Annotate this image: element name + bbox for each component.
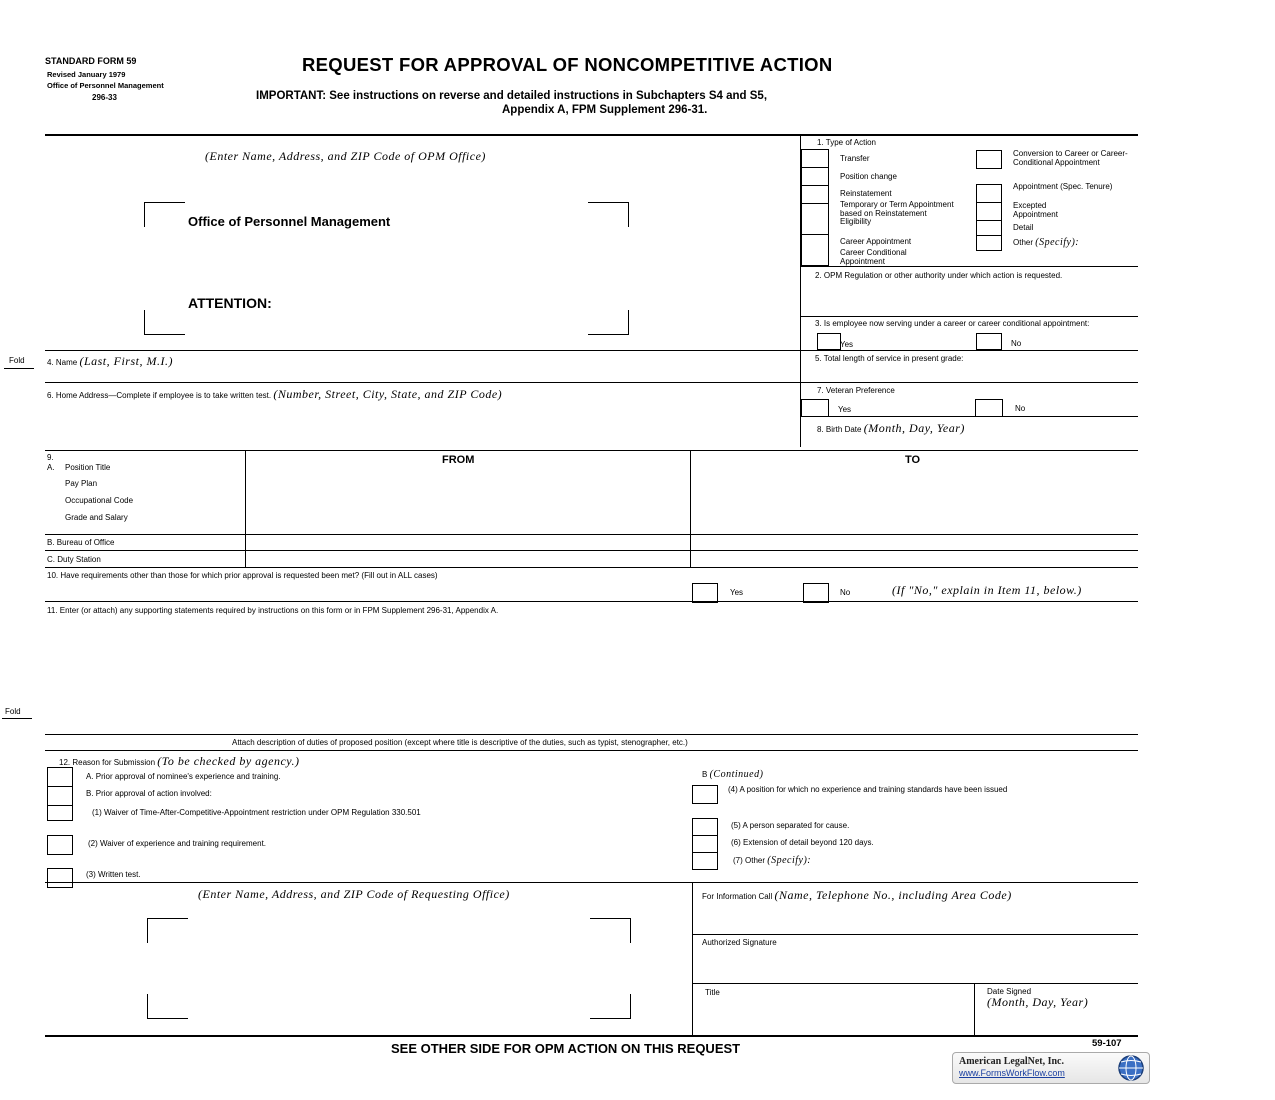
- option-reinstatement-label: Reinstatement: [840, 189, 892, 198]
- reason-continued-label: B (Continued): [702, 769, 764, 780]
- item3-no-checkbox[interactable]: [976, 333, 1002, 350]
- to-position-input[interactable]: [695, 470, 1135, 530]
- checkbox-conversion[interactable]: [976, 150, 1002, 169]
- checkbox-reinstatement[interactable]: [801, 185, 829, 204]
- form-title: REQUEST FOR APPROVAL OF NONCOMPETITIVE ACTION: [302, 54, 833, 75]
- checkbox-detail[interactable]: [976, 220, 1002, 236]
- reason-b6-label: (6) Extension of detail beyond 120 days.: [731, 838, 874, 847]
- reason-b-label: B. Prior approval of action involved:: [86, 789, 212, 798]
- item10-label: 10. Have requirements other than those for which prior approval is requested been met? (Fill out in ALL cases): [47, 571, 438, 580]
- item6-label: 6. Home Address—Complete if employee is to take written test. (Number, Street, City, State, and ZIP Code): [47, 387, 503, 401]
- top-rule: [45, 134, 1138, 136]
- option-career-conditional-label: Career Conditional Appointment: [840, 248, 907, 266]
- date-signed-hint: (Month, Day, Year): [987, 995, 1089, 1009]
- logo-company-name: American LegalNet, Inc.: [959, 1056, 1064, 1067]
- authorized-signature-label: Authorized Signature: [702, 938, 777, 947]
- reason-b7-checkbox[interactable]: [692, 852, 718, 870]
- item7-no-label: No: [1015, 404, 1026, 413]
- item7-yes-checkbox[interactable]: [801, 399, 829, 417]
- reason-b3-checkbox[interactable]: [47, 868, 73, 888]
- option-detail-label: Detail: [1013, 223, 1034, 232]
- item3-yes-checkbox[interactable]: [817, 333, 841, 350]
- item7-no-checkbox[interactable]: [975, 399, 1003, 417]
- item9-occupational-code: Occupational Code: [65, 496, 134, 505]
- issuing-agency: Office of Personnel Management: [47, 81, 164, 90]
- checkbox-transfer[interactable]: [801, 149, 829, 168]
- item7-yes-label: Yes: [838, 405, 852, 414]
- checkbox-other[interactable]: [976, 235, 1002, 251]
- form-number: STANDARD FORM 59: [45, 56, 137, 66]
- reason-b1-label: (1) Waiver of Time-After-Competitive-Appointment restriction under OPM Regulation 330.501: [92, 808, 421, 817]
- from-position-input[interactable]: [250, 470, 685, 530]
- checkbox-temporary-appointment[interactable]: [801, 203, 829, 235]
- requesting-office-instruction: (Enter Name, Address, and ZIP Code of Requesting Office): [198, 887, 510, 901]
- globe-icon: [1117, 1054, 1145, 1082]
- american-legalnet-logo: [952, 1052, 1150, 1084]
- to-header: TO: [905, 454, 921, 466]
- option-position-change-label: Position change: [840, 172, 897, 181]
- item3-yes-label: Yes: [840, 340, 854, 349]
- reason-b5-checkbox[interactable]: [692, 818, 718, 836]
- reason-b4-checkbox[interactable]: [692, 785, 718, 804]
- item10-yes-checkbox[interactable]: [692, 583, 718, 603]
- reason-b5-label: (5) A person separated for cause.: [731, 821, 850, 830]
- reason-b6-checkbox[interactable]: [692, 835, 718, 853]
- option-transfer-label: Transfer: [840, 154, 870, 163]
- form-code: 296-33: [92, 93, 117, 102]
- opm-office-name: Office of Personnel Management: [188, 214, 391, 229]
- option-conversion-label: Conversion to Career or Career-Conditional Appointment: [1013, 149, 1128, 167]
- attention-label: ATTENTION:: [188, 295, 272, 311]
- checkbox-career-appointment[interactable]: [801, 234, 829, 266]
- item12-label: 12. Reason for Submission (To be checked by agency.): [59, 754, 300, 768]
- reason-a-label: A. Prior approval of nominee's experience and training.: [86, 772, 281, 781]
- item9-bureau: B. Bureau of Office: [47, 538, 115, 547]
- item9-grade-salary: Grade and Salary: [65, 513, 128, 522]
- checkbox-appointment-spec-tenure[interactable]: [976, 184, 1002, 203]
- reason-b1-checkbox[interactable]: [47, 805, 73, 821]
- item9-pay-plan: Pay Plan: [65, 479, 98, 488]
- reason-b3-label: (3) Written test.: [86, 870, 141, 879]
- item10-no-label: No: [840, 588, 851, 597]
- item10-no-checkbox[interactable]: [803, 583, 829, 603]
- important-note-line1: IMPORTANT: See instructions on reverse and detailed instructions in Subchapters S4 and S5,: [256, 90, 768, 102]
- date-signed-label: Date Signed: [987, 987, 1032, 996]
- checkbox-position-change[interactable]: [801, 167, 829, 186]
- home-address-input[interactable]: [60, 402, 780, 442]
- fold-mark: Fold: [9, 356, 25, 365]
- from-header: FROM: [442, 454, 475, 466]
- item9-duty-station: C. Duty Station: [47, 555, 101, 564]
- item3-label: 3. Is employee now serving under a career or career conditional appointment:: [815, 319, 1090, 328]
- item4-name-label: 4. Name (Last, First, M.I.): [47, 354, 173, 368]
- item5-label: 5. Total length of service in present grade:: [815, 354, 964, 363]
- title-label: Title: [705, 988, 720, 997]
- item10-yes-label: Yes: [730, 588, 744, 597]
- attach-description-note: Attach description of duties of proposed position (except where title is descriptive of the duties, such as typist, stenographer, etc.): [232, 738, 688, 747]
- requesting-office-address-input[interactable]: [190, 925, 580, 1015]
- option-temporary-label: Temporary or Term Appointment based on Reinstatement Eligibility: [840, 200, 954, 226]
- reason-a-checkbox[interactable]: [47, 767, 73, 787]
- reason-b7-label: (7) Other (Specify):: [733, 855, 812, 866]
- option-excepted-label: Excepted Appointment: [1013, 201, 1058, 219]
- important-note-line2: Appendix A, FPM Supplement 296-31.: [502, 104, 708, 116]
- form-stock-code: 59-107: [1092, 1038, 1122, 1049]
- revision-date: Revised January 1979: [47, 70, 126, 79]
- item3-no-label: No: [1011, 339, 1022, 348]
- item1-label: 1. Type of Action: [817, 138, 877, 147]
- checkbox-excepted-appointment[interactable]: [976, 202, 1002, 221]
- logo-url[interactable]: www.FormsWorkFlow.com: [959, 1068, 1065, 1078]
- option-career-label: Career Appointment: [840, 237, 912, 246]
- reason-b2-checkbox[interactable]: [47, 835, 73, 855]
- item11-label: 11. Enter (or attach) any supporting statements required by instructions on this form or in FPM Supplement 296-31, Appendix A.: [47, 606, 499, 615]
- item7-label: 7. Veteran Preference: [817, 386, 895, 395]
- option-spec-tenure-label: Appointment (Spec. Tenure): [1013, 182, 1113, 191]
- footer-note: SEE OTHER SIDE FOR OPM ACTION ON THIS REQUEST: [391, 1041, 741, 1056]
- option-other-label: Other (Specify):: [1013, 237, 1080, 248]
- reason-b2-label: (2) Waiver of experience and training requirement.: [88, 839, 267, 848]
- reason-b-checkbox[interactable]: [47, 786, 73, 806]
- item10-note: (If "No," explain in Item 11, below.): [892, 583, 1082, 597]
- info-call-label: For Information Call (Name, Telephone No., including Area Code): [702, 888, 1012, 902]
- item8-label: 8. Birth Date (Month, Day, Year): [817, 421, 965, 435]
- item9-number: 9.: [47, 453, 54, 462]
- name-input[interactable]: [240, 365, 780, 381]
- fold-mark: Fold: [5, 707, 21, 716]
- reason-b4-label: (4) A position for which no experience and training standards have been issued: [728, 785, 1008, 794]
- item2-label: 2. OPM Regulation or other authority under which action is requested.: [815, 271, 1063, 280]
- opm-office-instruction: (Enter Name, Address, and ZIP Code of OPM Office): [205, 149, 486, 163]
- supporting-statements-area[interactable]: [47, 620, 1137, 732]
- item9-position-title: Position Title: [65, 463, 111, 472]
- item9-a-letter: A.: [47, 463, 55, 472]
